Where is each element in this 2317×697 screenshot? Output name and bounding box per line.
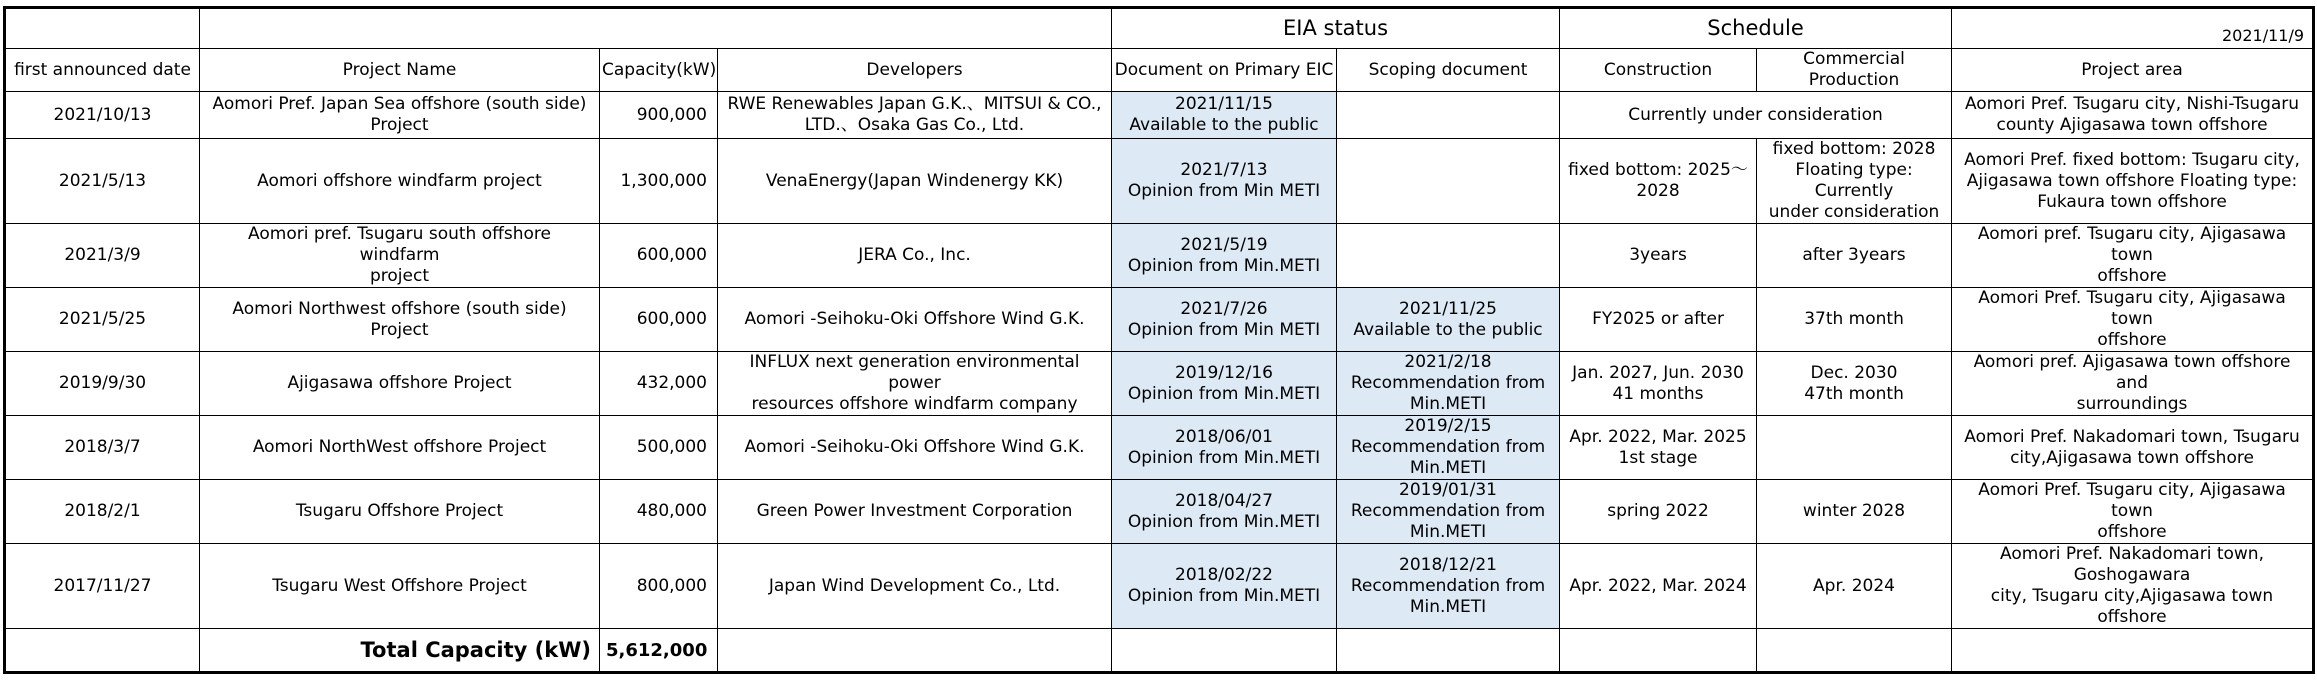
cell-date: 2021/5/25 (5, 288, 200, 352)
table-row (5, 352, 2314, 416)
cell-project-area: Aomori Pref. fixed bottom: Tsugaru city, Ajigasawa town offshore Floating type: Fukaura town offshore (1952, 139, 2314, 224)
cell-capacity: 1,300,000 (600, 139, 718, 224)
cell-capacity: 432,000 (600, 352, 718, 416)
cell-scoping: 2019/01/31 Recommendation from Min.METI (1337, 480, 1560, 544)
cell-developers: JERA Co., Inc. (718, 224, 1112, 288)
cell-commercial: after 3years (1757, 224, 1952, 288)
blank-total-cell (1757, 629, 1952, 673)
cell-capacity: 480,000 (600, 480, 718, 544)
cell-construction: 3years (1560, 224, 1757, 288)
cell-document-primary: 2021/5/19 Opinion from Min.METI (1112, 224, 1337, 288)
table-row (5, 288, 2314, 352)
cell-project-name: Tsugaru West Offshore Project (200, 544, 600, 629)
table-row (5, 92, 2314, 139)
cell-document-primary: 2019/12/16 Opinion from Min.METI (1112, 352, 1337, 416)
total-capacity-value: 5,612,000 (600, 629, 718, 673)
cell-project-area: Aomori pref. Tsugaru city, Ajigasawa town offshore (1952, 224, 2314, 288)
cell-capacity: 600,000 (600, 288, 718, 352)
blank-header-cell (5, 8, 200, 49)
col-capacity: Capacity(kW) (600, 49, 718, 92)
cell-project-area: Aomori Pref. Nakadomari town, Tsugaru city,Ajigasawa town offshore (1952, 416, 2314, 480)
cell-developers: Aomori -Seihoku-Oki Offshore Wind G.K. (718, 288, 1112, 352)
report-date-cell (1952, 8, 2314, 49)
table-row (5, 480, 2314, 544)
cell-document-primary: 2018/06/01 Opinion from Min.METI (1112, 416, 1337, 480)
cell-scoping: 2018/12/21 Recommendation from Min.METI (1337, 544, 1560, 629)
cell-project-name: Ajigasawa offshore Project (200, 352, 600, 416)
col-developers: Developers (718, 49, 1112, 92)
header-group-row (5, 8, 2314, 49)
blank-total-cell (1952, 629, 2314, 673)
cell-project-area: Aomori Pref. Nakadomari town, Goshogawara city, Tsugaru city,Ajigasawa town offshore (1952, 544, 2314, 629)
col-commercial: Commercial Production (1757, 49, 1952, 92)
cell-project-area: Aomori Pref. Tsugaru city, Ajigasawa town offshore (1952, 480, 2314, 544)
cell-construction: spring 2022 (1560, 480, 1757, 544)
cell-project-area: Aomori Pref. Tsugaru city, Ajigasawa town offshore (1952, 288, 2314, 352)
cell-commercial (1757, 416, 1952, 480)
blank-total-cell (1112, 629, 1337, 673)
cell-document-primary: 2021/7/26 Opinion from Min METI (1112, 288, 1337, 352)
cell-capacity: 900,000 (600, 92, 718, 139)
cell-construction: Apr. 2022, Mar. 2025 1st stage (1560, 416, 1757, 480)
cell-date: 2021/5/13 (5, 139, 200, 224)
wind-projects-table (3, 6, 2315, 674)
cell-date: 2019/9/30 (5, 352, 200, 416)
cell-capacity: 600,000 (600, 224, 718, 288)
table-row (5, 544, 2314, 629)
cell-developers: RWE Renewables Japan G.K.、MITSUI & CO., LTD.、Osaka Gas Co., Ltd. (718, 92, 1112, 139)
cell-project-name: Aomori pref. Tsugaru south offshore windfarm project (200, 224, 600, 288)
cell-project-name: Aomori NorthWest offshore Project (200, 416, 600, 480)
cell-construction: fixed bottom: 2025～ 2028 (1560, 139, 1757, 224)
cell-date: 2021/10/13 (5, 92, 200, 139)
cell-construction: Apr. 2022, Mar. 2024 (1560, 544, 1757, 629)
blank-total-cell (1560, 629, 1757, 673)
cell-developers: Aomori -Seihoku-Oki Offshore Wind G.K. (718, 416, 1112, 480)
cell-scoping (1337, 92, 1560, 139)
cell-date: 2021/3/9 (5, 224, 200, 288)
table-row (5, 139, 2314, 224)
cell-project-name: Aomori offshore windfarm project (200, 139, 600, 224)
cell-scoping: 2019/2/15 Recommendation from Min.METI (1337, 416, 1560, 480)
cell-project-name: Aomori Pref. Japan Sea offshore (south side) Project (200, 92, 600, 139)
cell-project-name: Aomori Northwest offshore (south side) Project (200, 288, 600, 352)
cell-developers: Green Power Investment Corporation (718, 480, 1112, 544)
cell-document-primary: 2021/7/13 Opinion from Min METI (1112, 139, 1337, 224)
cell-document-primary: 2018/02/22 Opinion from Min.METI (1112, 544, 1337, 629)
cell-commercial: winter 2028 (1757, 480, 1952, 544)
cell-project-area: Aomori pref. Ajigasawa town offshore and surroundings (1952, 352, 2314, 416)
cell-capacity: 800,000 (600, 544, 718, 629)
cell-commercial: fixed bottom: 2028 Floating type: Currently under consideration (1757, 139, 1952, 224)
report-date: 2021/11/9 (2221, 26, 2305, 45)
blank-total-cell (718, 629, 1112, 673)
cell-date: 2017/11/27 (5, 544, 200, 629)
eia-status-header: EIA status (1112, 8, 1560, 49)
col-scoping: Scoping document (1337, 49, 1560, 92)
total-capacity-label: Total Capacity (kW) (200, 629, 600, 673)
cell-scoping (1337, 224, 1560, 288)
cell-construction: FY2025 or after (1560, 288, 1757, 352)
cell-commercial: Dec. 2030 47th month (1757, 352, 1952, 416)
cell-document-primary: 2018/04/27 Opinion from Min.METI (1112, 480, 1337, 544)
cell-scoping (1337, 139, 1560, 224)
cell-project-name: Tsugaru Offshore Project (200, 480, 600, 544)
cell-capacity: 500,000 (600, 416, 718, 480)
cell-developers: INFLUX next generation environmental power resources offshore windfarm company (718, 352, 1112, 416)
cell-project-area: Aomori Pref. Tsugaru city, Nishi-Tsugaru county Ajigasawa town offshore (1952, 92, 2314, 139)
col-project-area: Project area (1952, 49, 2314, 92)
cell-commercial: 37th month (1757, 288, 1952, 352)
cell-schedule-merged: Currently under consideration (1560, 92, 1952, 139)
cell-commercial: Apr. 2024 (1757, 544, 1952, 629)
schedule-header: Schedule (1560, 8, 1952, 49)
cell-scoping: 2021/2/18 Recommendation from Min.METI (1337, 352, 1560, 416)
cell-scoping: 2021/11/25 Available to the public (1337, 288, 1560, 352)
column-header-row (5, 49, 2314, 92)
col-document-primary: Document on Primary EIC (1112, 49, 1337, 92)
blank-header-cell (200, 8, 1112, 49)
table-row (5, 416, 2314, 480)
col-construction: Construction (1560, 49, 1757, 92)
blank-total-cell (1337, 629, 1560, 673)
cell-date: 2018/2/1 (5, 480, 200, 544)
cell-construction: Jan. 2027, Jun. 2030 41 months (1560, 352, 1757, 416)
blank-total-cell (5, 629, 200, 673)
cell-document-primary: 2021/11/15 Available to the public (1112, 92, 1337, 139)
cell-developers: VenaEnergy(Japan Windenergy KK) (718, 139, 1112, 224)
col-first-announced: first announced date (5, 49, 200, 92)
col-project-name: Project Name (200, 49, 600, 92)
total-row (5, 629, 2314, 673)
cell-date: 2018/3/7 (5, 416, 200, 480)
cell-developers: Japan Wind Development Co., Ltd. (718, 544, 1112, 629)
table-row (5, 224, 2314, 288)
